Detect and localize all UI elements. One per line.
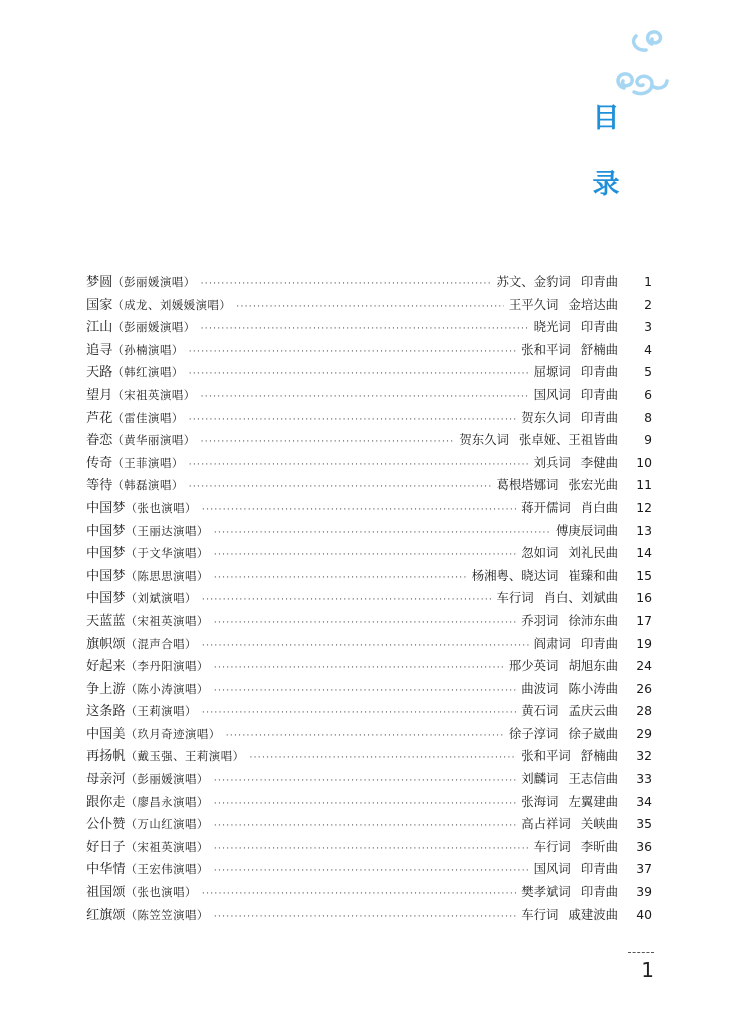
credits xyxy=(521,497,618,520)
page-ref: 39 xyxy=(636,884,652,900)
lyricist: 车行词 xyxy=(496,590,534,606)
singer-note: （孙楠演唱） xyxy=(112,342,184,357)
composer: 王志信曲 xyxy=(568,771,618,787)
singer-note: （张也演唱） xyxy=(125,885,197,900)
credits xyxy=(521,745,618,768)
toc-entry[interactable] xyxy=(86,768,652,791)
song-title: 跟你走 xyxy=(86,794,126,810)
lyricist: 国风词 xyxy=(533,386,571,402)
song-title: 眷恋 xyxy=(86,433,113,449)
song-title: 天路 xyxy=(86,365,113,381)
song-title: 等待 xyxy=(86,478,113,494)
composer: 肖白、刘斌曲 xyxy=(543,590,618,606)
singer-note: （王宏伟演唱） xyxy=(125,862,209,877)
leader-dots xyxy=(214,657,504,680)
singer-note: （于文华演唱） xyxy=(125,546,209,561)
page-ref: 17 xyxy=(636,612,652,628)
song-title: 中国梦 xyxy=(86,591,126,607)
page-ref: 37 xyxy=(636,861,652,877)
credits xyxy=(509,723,618,746)
credits xyxy=(556,520,618,543)
singer-note: （王莉演唱） xyxy=(125,704,197,719)
leader-dots xyxy=(202,883,516,906)
singer-note: （韩红演唱） xyxy=(112,365,184,380)
song-title: 中国美 xyxy=(86,726,126,742)
credits xyxy=(534,836,618,859)
song-title: 母亲河 xyxy=(86,772,126,788)
song-title: 这条路 xyxy=(86,704,126,720)
singer-note: （雷佳演唱） xyxy=(112,410,184,425)
song-title: 传奇 xyxy=(86,455,113,471)
page-ref: 2 xyxy=(644,296,652,312)
page-ref: 11 xyxy=(636,477,652,493)
toc-entry[interactable] xyxy=(86,610,652,633)
toc-entry[interactable] xyxy=(86,655,652,678)
toc-entry[interactable] xyxy=(86,633,652,656)
composer: 舒楠曲 xyxy=(580,341,618,357)
leader-dots xyxy=(214,793,516,816)
leader-dots xyxy=(226,725,504,748)
page-ref: 4 xyxy=(644,341,652,357)
song-title: 国家 xyxy=(86,297,113,313)
lyricist: 徐子淳词 xyxy=(508,725,559,741)
leader-dots xyxy=(201,273,492,296)
page-ref: 1 xyxy=(644,274,652,289)
singer-note: （廖昌永演唱） xyxy=(125,794,209,809)
song-title: 梦圆 xyxy=(86,275,113,290)
song-title: 芦花 xyxy=(86,410,113,426)
toc-title-char-2: 录 xyxy=(592,169,620,200)
composer: 胡旭东曲 xyxy=(568,658,618,674)
page-ref: 10 xyxy=(636,454,652,470)
credits xyxy=(534,361,618,384)
toc-entry[interactable] xyxy=(86,520,652,543)
lyricist: 国风词 xyxy=(533,861,571,877)
singer-note: （彭丽媛演唱） xyxy=(112,320,196,335)
lyricist: 葛根塔娜词 xyxy=(496,477,559,493)
composer: 崔臻和曲 xyxy=(568,567,618,583)
composer: 陈小涛曲 xyxy=(568,680,618,696)
leader-dots xyxy=(201,431,455,454)
lyricist: 王平久词 xyxy=(508,296,559,312)
song-title: 追寻 xyxy=(86,342,113,358)
song-title: 旗帜颂 xyxy=(86,636,126,652)
credits xyxy=(521,791,618,814)
toc-entry[interactable] xyxy=(86,384,652,407)
song-title: 再扬帆 xyxy=(86,749,126,765)
toc-entry[interactable] xyxy=(86,474,652,497)
composer: 左翼建曲 xyxy=(568,793,618,809)
leader-dots xyxy=(214,522,551,545)
credits xyxy=(521,904,618,927)
credits xyxy=(509,294,618,317)
leader-dots xyxy=(202,499,516,522)
cloud-ornament-icon xyxy=(612,22,682,112)
composer: 张卓娅、王祖皆曲 xyxy=(518,432,618,448)
cloud-swirl-lower xyxy=(618,74,667,94)
credits xyxy=(521,768,618,791)
page-ref: 16 xyxy=(636,590,652,606)
lyricist: 邢少英词 xyxy=(508,658,559,674)
song-title: 好起来 xyxy=(86,659,126,675)
credits xyxy=(496,474,618,497)
composer: 印青曲 xyxy=(580,884,618,900)
credits xyxy=(521,339,618,362)
composer: 徐沛东曲 xyxy=(568,612,618,628)
composer: 李健曲 xyxy=(580,454,618,470)
leader-dots xyxy=(202,635,529,658)
lyricist: 张和平词 xyxy=(521,341,571,357)
singer-note: （王菲演唱） xyxy=(112,455,184,470)
page-ref: 19 xyxy=(636,635,652,651)
toc-entry[interactable] xyxy=(86,587,652,610)
singer-note: （成龙、刘媛媛演唱） xyxy=(112,297,232,312)
credits xyxy=(496,271,618,294)
lyricist: 贺东久词 xyxy=(521,409,571,425)
toc-entry[interactable] xyxy=(86,836,652,859)
cloud-swirl-upper xyxy=(634,32,661,50)
toc-entry[interactable] xyxy=(86,407,652,430)
toc-entry[interactable] xyxy=(86,881,652,904)
singer-note: （张也演唱） xyxy=(125,500,197,515)
singer-note: （韩磊演唱） xyxy=(112,478,184,493)
credits xyxy=(521,678,618,701)
lyricist: 杨湘粤、晓达词 xyxy=(471,567,559,583)
song-title: 争上游 xyxy=(86,681,126,697)
leader-dots xyxy=(214,567,467,590)
leader-dots xyxy=(214,860,529,883)
page-ref: 6 xyxy=(644,386,652,402)
page-ref: 33 xyxy=(636,771,652,787)
leader-dots xyxy=(189,476,492,499)
song-title: 祖国颂 xyxy=(86,885,126,901)
credits xyxy=(534,858,618,881)
lyricist: 张和平词 xyxy=(521,748,571,764)
credits xyxy=(509,655,618,678)
composer: 印青曲 xyxy=(580,364,618,380)
toc-title-char-1: 目 xyxy=(592,103,620,134)
page-ref: 3 xyxy=(644,319,652,335)
composer: 印青曲 xyxy=(580,319,618,335)
composer: 印青曲 xyxy=(580,274,618,289)
leader-dots xyxy=(189,409,517,432)
toc-entry[interactable] xyxy=(86,339,652,362)
page-ref: 5 xyxy=(644,364,652,380)
lyricist: 刘麟词 xyxy=(521,771,559,787)
leader-dots xyxy=(214,906,516,929)
leader-dots xyxy=(214,770,516,793)
credits xyxy=(534,384,618,407)
lyricist: 忽如词 xyxy=(521,545,559,561)
toc-entry[interactable] xyxy=(86,294,652,317)
credits xyxy=(521,407,618,430)
song-title: 红旗颂 xyxy=(86,907,126,923)
page-ref: 26 xyxy=(636,680,652,696)
singer-note: （陈笠笠演唱） xyxy=(125,907,209,922)
leader-dots xyxy=(214,838,529,861)
credits xyxy=(534,316,618,339)
singer-note: （戴玉强、王莉演唱） xyxy=(125,749,245,764)
leader-dots xyxy=(189,363,529,386)
credits xyxy=(521,700,618,723)
page-ref: 29 xyxy=(636,725,652,741)
lyricist: 刘兵词 xyxy=(533,454,571,470)
toc-entry[interactable] xyxy=(86,678,652,701)
singer-note: （混声合唱） xyxy=(125,636,197,651)
song-title: 好日子 xyxy=(86,839,126,855)
page-ref: 32 xyxy=(636,748,652,764)
song-title: 中国梦 xyxy=(86,500,126,516)
page-ref: 36 xyxy=(636,838,652,854)
lyricist: 樊孝斌词 xyxy=(521,884,571,900)
singer-note: （玖月奇迹演唱） xyxy=(125,726,221,741)
singer-note: （宋祖英演唱） xyxy=(125,839,209,854)
credits xyxy=(521,542,618,565)
lyricist: 车行词 xyxy=(521,906,559,922)
composer: 关峡曲 xyxy=(580,816,618,832)
composer: 印青曲 xyxy=(580,409,618,425)
singer-note: （李丹阳演唱） xyxy=(125,659,209,674)
page-ref: 14 xyxy=(636,545,652,561)
credits xyxy=(521,813,618,836)
page-ref: 13 xyxy=(636,522,652,538)
leader-dots xyxy=(189,454,529,477)
leader-dots xyxy=(214,680,516,703)
singer-note: （陈思思演唱） xyxy=(125,568,209,583)
credits xyxy=(472,565,618,588)
lyricist: 高占祥词 xyxy=(521,816,571,832)
composer: 张宏光曲 xyxy=(568,477,618,493)
toc-entry[interactable] xyxy=(86,813,652,836)
leader-dots xyxy=(201,386,529,409)
song-title: 江山 xyxy=(86,320,113,336)
singer-note: （万山红演唱） xyxy=(125,817,209,832)
page-ref: 40 xyxy=(636,906,652,922)
singer-note: （王丽达演唱） xyxy=(125,523,209,538)
lyricist: 乔羽词 xyxy=(521,612,559,628)
page-ref: 28 xyxy=(636,703,652,719)
leader-dots xyxy=(214,544,516,567)
toc-entry[interactable] xyxy=(86,497,652,520)
song-title: 中国梦 xyxy=(86,568,126,584)
singer-note: （彭丽媛演唱） xyxy=(112,275,196,289)
lyricist: 张海词 xyxy=(521,793,559,809)
page-ref: 8 xyxy=(644,409,652,425)
lyricist: 阎肃词 xyxy=(533,635,571,651)
singer-note: （黄华丽演唱） xyxy=(112,433,196,448)
composer: 徐子崴曲 xyxy=(568,725,618,741)
credits xyxy=(496,587,618,610)
toc-entry[interactable] xyxy=(86,791,652,814)
composer: 金培达曲 xyxy=(568,296,618,312)
footer-rule xyxy=(628,952,654,953)
singer-note: （陈小涛演唱） xyxy=(125,681,209,696)
leader-dots xyxy=(202,702,516,725)
credits xyxy=(534,452,618,475)
toc-entry[interactable] xyxy=(86,542,652,565)
leader-dots xyxy=(189,341,517,364)
toc-entry[interactable] xyxy=(86,565,652,588)
composer: 傅庚辰词曲 xyxy=(556,522,618,538)
leader-dots xyxy=(236,296,504,319)
page-ref: 35 xyxy=(636,816,652,832)
song-title: 中国梦 xyxy=(86,546,126,562)
table-of-contents xyxy=(86,271,652,926)
page-ref: 12 xyxy=(636,499,652,515)
lyricist: 晓光词 xyxy=(533,319,571,335)
lyricist: 贺东久词 xyxy=(459,432,509,448)
composer: 孟庆云曲 xyxy=(568,703,618,719)
toc-entry[interactable] xyxy=(86,452,652,475)
leader-dots xyxy=(214,612,516,635)
composer: 戚建波曲 xyxy=(568,906,618,922)
lyricist: 屈塬词 xyxy=(533,364,571,380)
song-title: 公仆赞 xyxy=(86,817,126,833)
song-title: 望月 xyxy=(86,387,113,403)
singer-note: （刘斌演唱） xyxy=(125,591,197,606)
lyricist: 曲波词 xyxy=(521,680,559,696)
composer: 印青曲 xyxy=(580,861,618,877)
lyricist: 蒋开儒词 xyxy=(521,499,571,515)
lyricist: 黄石词 xyxy=(521,703,559,719)
page-ref: 9 xyxy=(644,432,652,448)
toc-entry[interactable] xyxy=(86,271,652,294)
leader-dots xyxy=(201,318,529,341)
toc-entry[interactable] xyxy=(86,361,652,384)
composer: 舒楠曲 xyxy=(580,748,618,764)
page-ref: 15 xyxy=(636,567,652,583)
toc-entry[interactable] xyxy=(86,858,652,881)
song-title: 中华情 xyxy=(86,862,126,878)
toc-entry[interactable] xyxy=(86,723,652,746)
credits xyxy=(534,633,618,656)
singer-note: （宋祖英演唱） xyxy=(112,387,196,402)
composer: 肖白曲 xyxy=(580,499,618,515)
page-ref: 34 xyxy=(636,793,652,809)
toc-entry[interactable] xyxy=(86,700,652,723)
page-ref: 24 xyxy=(636,658,652,674)
credits xyxy=(459,429,618,452)
singer-note: （彭丽媛演唱） xyxy=(125,772,209,787)
composer: 印青曲 xyxy=(580,386,618,402)
credits xyxy=(521,881,618,904)
toc-entry[interactable] xyxy=(86,429,652,452)
leader-dots xyxy=(202,589,492,612)
page-number: 1 xyxy=(641,958,654,982)
lyricist: 苏文、金豹词 xyxy=(496,274,571,289)
leader-dots xyxy=(214,815,516,838)
composer: 印青曲 xyxy=(580,635,618,651)
leader-dots xyxy=(249,747,516,770)
credits xyxy=(521,610,618,633)
toc-entry[interactable] xyxy=(86,316,652,339)
composer: 李昕曲 xyxy=(580,838,618,854)
song-title: 天蓝蓝 xyxy=(86,613,126,629)
composer: 刘礼民曲 xyxy=(568,545,618,561)
song-title: 中国梦 xyxy=(86,523,126,539)
toc-entry[interactable] xyxy=(86,904,652,927)
toc-entry[interactable] xyxy=(86,745,652,768)
lyricist: 车行词 xyxy=(533,838,571,854)
singer-note: （宋祖英演唱） xyxy=(125,613,209,628)
